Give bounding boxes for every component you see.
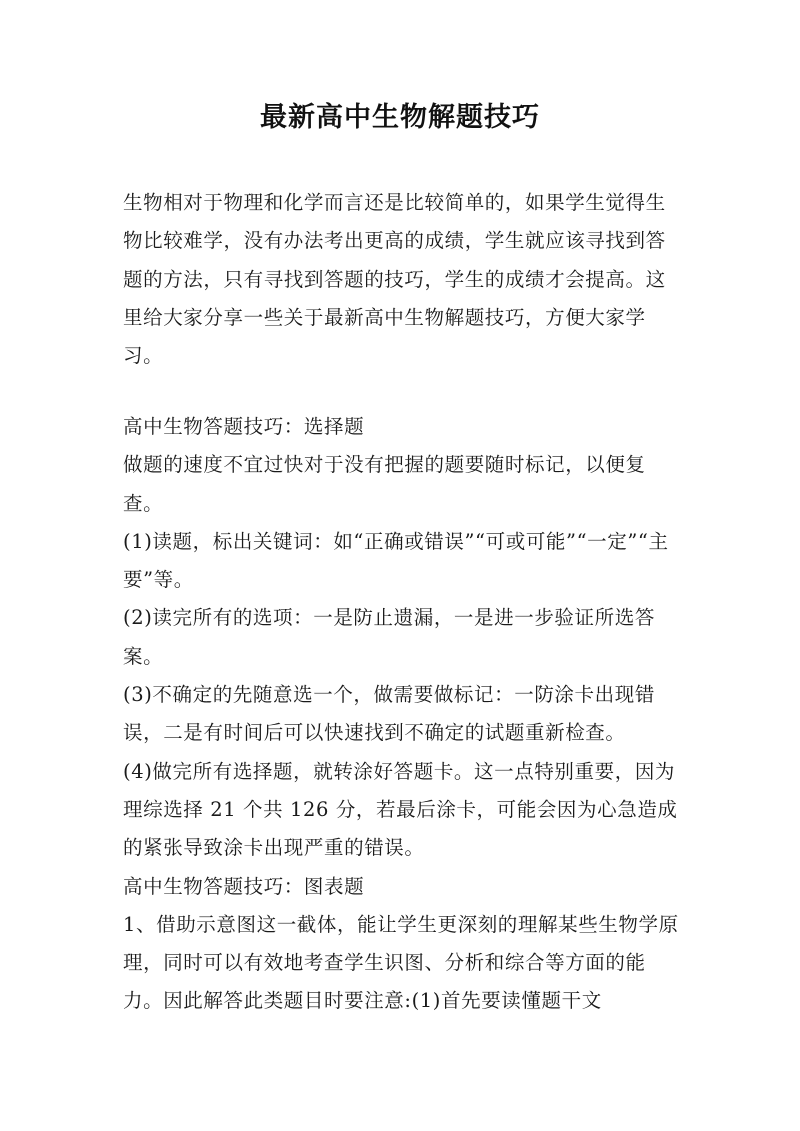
section-heading-chart: 高中生物答题技巧：图表题 (123, 874, 365, 898)
paragraph-step-3: (3)不确定的先随意选一个，做需要做标记：一防涂卡出现错误，二是有时间后可以快速找到不确定的试题重新检查。 (123, 683, 655, 745)
paragraph-chart-1: 1、借助示意图这一截体，能让学生更深刻的理解某些生物学原理，同时可以有效地考查学生识图、分析和综合等方面的能力。因此解答此类题目时要注意:(1)首先要读懂题干文 (123, 912, 679, 1013)
document-title: 最新高中生物解题技巧 (260, 102, 540, 133)
intro-paragraph (123, 184, 685, 375)
document-body (123, 408, 685, 1021)
paragraph-step-2: (2)读完所有的选项：一是防止遗漏，一是进一步验证所选答案。 (123, 606, 655, 668)
intro-text: 生物相对于物理和化学而言还是比较简单的，如果学生觉得生物比较难学，没有办法考出更高的成绩，学生就应该寻找到答题的方法，只有寻找到答题的技巧，学生的成绩才会提高。这里给大家分享一些关于最新高中生物解题技巧，方便大家学习。 (123, 191, 666, 368)
paragraph-step-4: (4)做完所有选择题，就转涂好答题卡。这一点特别重要，因为理综选择 21 个共 126 分，若最后涂卡，可能会因为心急造成的紧张导致涂卡出现严重的错误。 (123, 759, 678, 860)
section-heading-choice: 高中生物答题技巧：选择题 (123, 415, 365, 438)
paragraph-step-1: (1)读题，标出关键词：如“正确或错误”“可或可能”“一定”“主要”等。 (123, 529, 669, 592)
paragraph-speed: 做题的速度不宜过快对于没有把握的题要随时标记，以便复查。 (123, 453, 646, 515)
